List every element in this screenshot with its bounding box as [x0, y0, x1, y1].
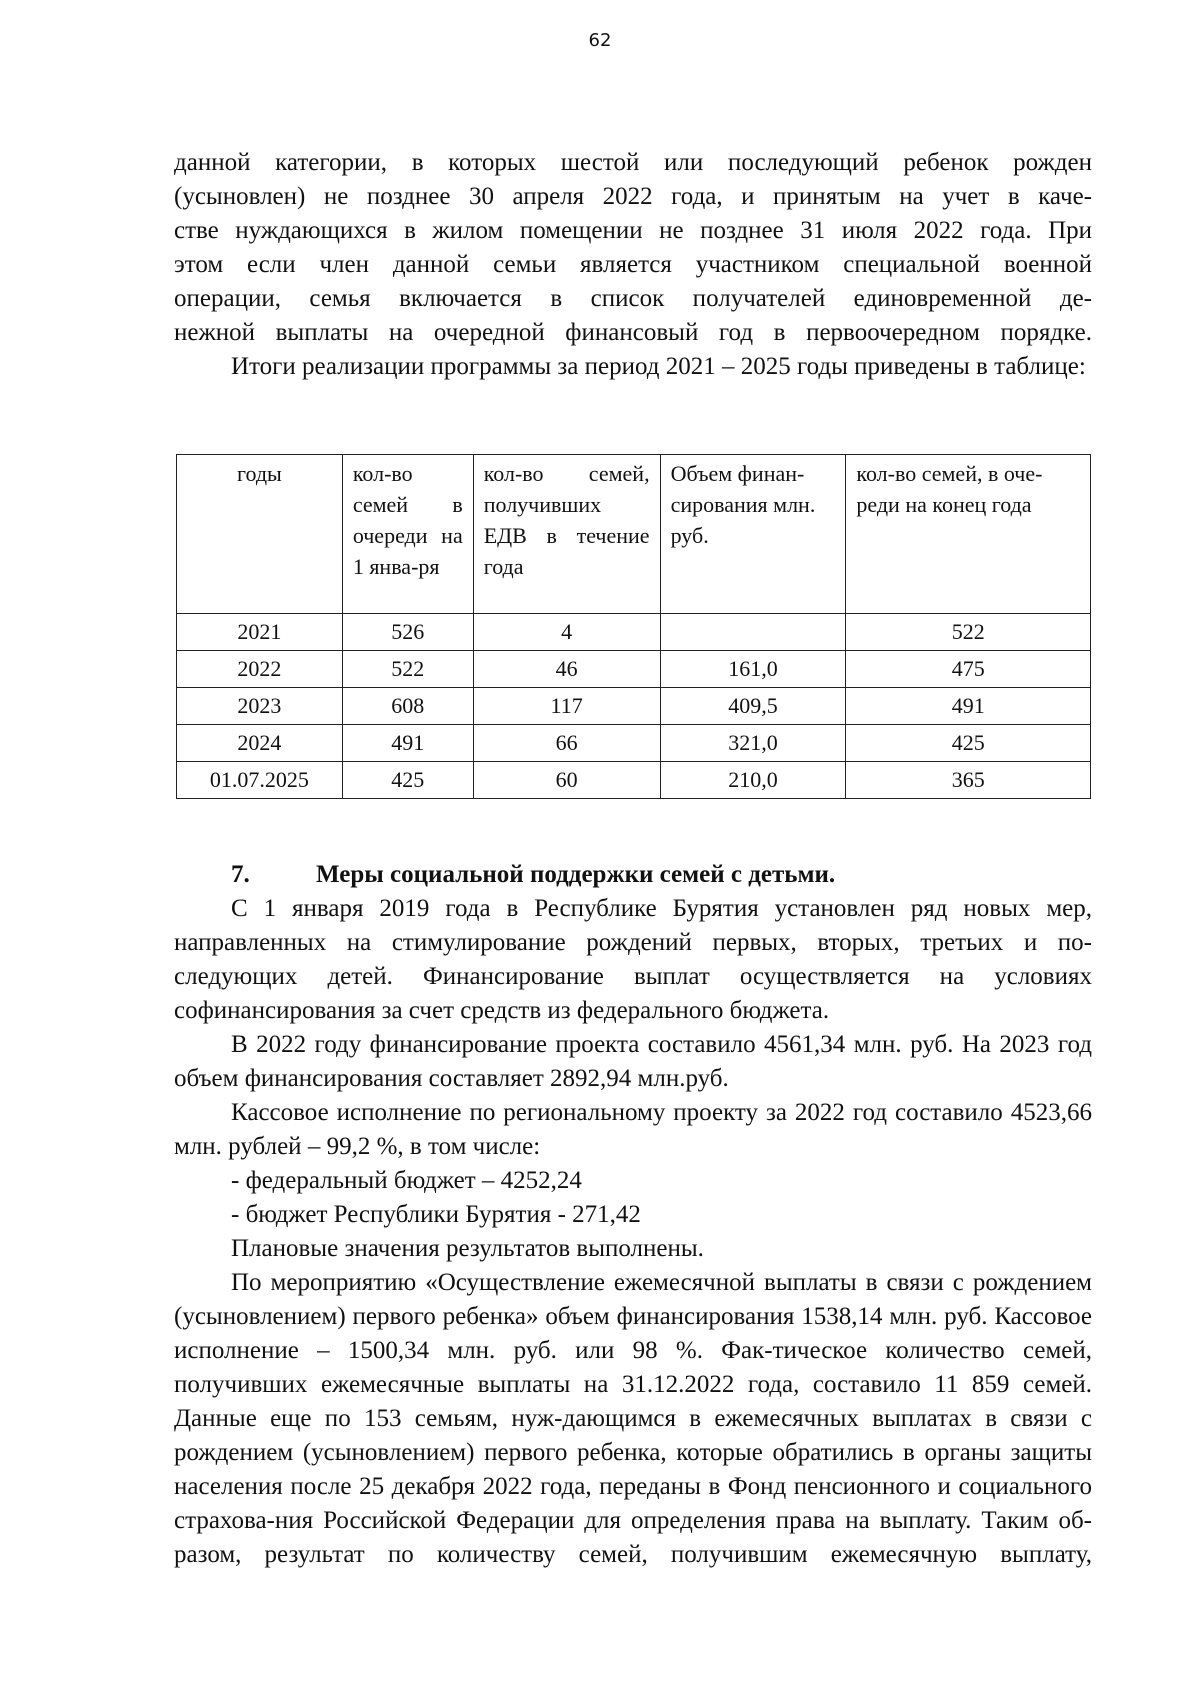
- cell-queue-jan: 491: [342, 725, 473, 762]
- table-row: [177, 762, 1091, 799]
- cell-edv: 117: [473, 688, 660, 725]
- cell-year: 01.07.2025: [177, 762, 343, 799]
- section-heading: [231, 858, 835, 892]
- header-financing: Объем финан-сирования млн. руб.: [660, 455, 846, 614]
- cell-edv: 4: [473, 614, 660, 651]
- cell-queue-end: 425: [846, 725, 1091, 762]
- intro-line: этом если член данной семьи является участником специальной военной: [174, 251, 1092, 278]
- cell-financing: 409,5: [660, 688, 846, 725]
- table-row: [177, 651, 1091, 688]
- cell-queue-jan: 522: [342, 651, 473, 688]
- cell-year: 2022: [177, 651, 343, 688]
- paragraph: По мероприятию «Осуществление ежемесячной выплаты в связи с рождением (усыновлением) первого ребенка» объем финансирования 1538,14 млн. руб. Кассовое исполнение – 1500,34 млн. руб. или 98 %. Фак-тическое количество семей, получивших ежемесячные выплаты на 31.12.2022 года, составило 11 859 семей. Данные еще по 153 семьям, нуж-дающимся в ежемесячных выплатах в связи с рождением (усыновлением) первого ребенка, которые обратились в органы защиты населения после 25 декабря 2022 года, переданы в Фонд пенсионного и социального страхова-ния Российской Федерации для определения права на выплату. Таким об-разом, результат по количеству семей, получившим ежемесячную выплату,: [174, 1269, 1092, 1568]
- cell-queue-jan: 526: [342, 614, 473, 651]
- intro-line: операции, семья включается в список получателей единовременной де-: [174, 285, 1092, 312]
- page-number: 62: [588, 30, 612, 51]
- paragraph: Кассовое исполнение по региональному проекту за 2022 год составило 4523,66 млн. рублей – 99,2 %, в том числе:: [174, 1099, 1092, 1160]
- cell-financing: 210,0: [660, 762, 846, 799]
- cell-edv: 46: [473, 651, 660, 688]
- list-item: - бюджет Республики Бурятия - 271,42: [231, 1201, 641, 1228]
- header-queue-end: кол-во семей, в оче-реди на конец года: [846, 455, 1091, 614]
- intro-line: нежной выплаты на очередной финансовый год в первоочередном порядке.: [174, 319, 1092, 346]
- table-row: [177, 688, 1091, 725]
- cell-year: 2023: [177, 688, 343, 725]
- cell-year: 2024: [177, 725, 343, 762]
- cell-edv: 66: [473, 725, 660, 762]
- cell-queue-end: 491: [846, 688, 1091, 725]
- table-row: [177, 614, 1091, 651]
- cell-queue-end: 475: [846, 651, 1091, 688]
- cell-financing: 321,0: [660, 725, 846, 762]
- paragraph: В 2022 году финансирование проекта составило 4561,34 млн. руб. На 2023 год объем финансирования составляет 2892,94 млн.руб.: [174, 1031, 1092, 1092]
- cell-edv: 60: [473, 762, 660, 799]
- table-header-row: [177, 455, 1091, 614]
- cell-queue-end: 365: [846, 762, 1091, 799]
- header-edv: кол-во семей, получивших ЕДВ в течение года: [473, 455, 660, 614]
- table-intro: Итоги реализации программы за период 2021 – 2025 годы приведены в таблице:: [231, 353, 1086, 380]
- intro-line: (усыновлен) не позднее 30 апреля 2022 года, и принятым на учет в каче-: [174, 183, 1092, 210]
- intro-paragraph: [174, 146, 1092, 384]
- paragraph: С 1 января 2019 года в Республике Бурятия установлен ряд новых мер, направленных на стимулирование рождений первых, вторых, третьих и по-следующих детей. Финансирование выплат осуществляется на условиях софинансирования за счет средств из федерального бюджета.: [174, 895, 1092, 1024]
- list-item: - федеральный бюджет – 4252,24: [231, 1167, 582, 1194]
- cell-year: 2021: [177, 614, 343, 651]
- header-queue-jan: кол-во семей в очереди на 1 янва-ря: [342, 455, 473, 614]
- section-title: Меры социальной поддержки семей с детьми.: [316, 861, 836, 888]
- cell-queue-jan: 425: [342, 762, 473, 799]
- header-year: годы: [177, 455, 343, 614]
- section-number: 7.: [231, 861, 250, 888]
- cell-queue-end: 522: [846, 614, 1091, 651]
- cell-financing: 161,0: [660, 651, 846, 688]
- results-table: [176, 454, 1091, 799]
- section-body: [174, 892, 1092, 1572]
- cell-queue-jan: 608: [342, 688, 473, 725]
- cell-financing: [660, 614, 846, 651]
- intro-line: данной категории, в которых шестой или последующий ребенок рожден: [174, 149, 1092, 176]
- paragraph: Плановые значения результатов выполнены.: [231, 1235, 704, 1262]
- table-row: [177, 725, 1091, 762]
- intro-line: стве нуждающихся в жилом помещении не позднее 31 июля 2022 года. При: [174, 217, 1092, 244]
